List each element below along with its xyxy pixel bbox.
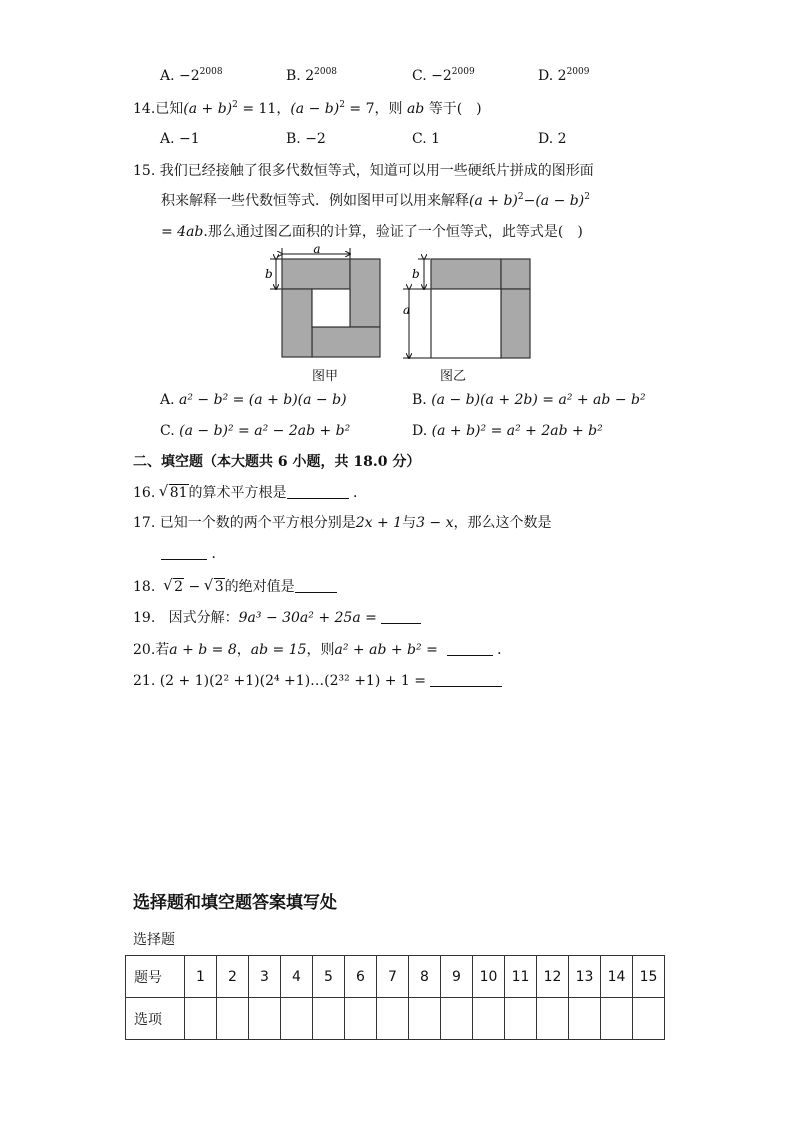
answer-cell[interactable] — [537, 998, 569, 1040]
rect-left — [282, 289, 312, 357]
question-number: 3 — [249, 956, 281, 998]
question-number: 12 — [537, 956, 569, 998]
sqrt-81: √ 81 — [160, 483, 189, 503]
answer-cell[interactable] — [633, 998, 665, 1040]
answer-cell[interactable] — [441, 998, 473, 1040]
question-number: 2 — [217, 956, 249, 998]
rect-top-long — [431, 259, 501, 289]
q20-answer-blank[interactable] — [447, 641, 493, 656]
q15-option-c: C. (a − b)² = a² − 2ab + b² — [160, 423, 351, 439]
question-number: 10 — [473, 956, 505, 998]
q17-line1: 17. 已知一个数的两个平方根分别是2x + 1与3 − x，那么这个数是 — [133, 515, 552, 531]
question-number: 8 — [409, 956, 441, 998]
question-number: 1 — [185, 956, 217, 998]
question-number: 11 — [505, 956, 537, 998]
figure-yi — [398, 252, 534, 364]
question-number: 4 — [281, 956, 313, 998]
q14-option-b: B. −2 — [286, 131, 326, 147]
q14-option-a: A. −1 — [160, 131, 200, 147]
center-square — [312, 289, 350, 327]
rect-right — [350, 259, 380, 327]
rect-top-corner — [501, 259, 530, 289]
q15-option-b: B. (a − b)(a + 2b) = a² + ab − b² — [412, 392, 646, 408]
caption-yi: 图乙 — [440, 369, 467, 384]
answer-cell[interactable] — [249, 998, 281, 1040]
question-number: 5 — [313, 956, 345, 998]
q13-option-c: C. $-2^{2009}$ — [412, 67, 475, 84]
answer-cell[interactable] — [601, 998, 633, 1040]
answer-cell[interactable] — [345, 998, 377, 1040]
answer-cell[interactable] — [217, 998, 249, 1040]
q13-option-a: A. $-2^{2008}$ — [160, 67, 223, 84]
q16-answer-blank[interactable] — [287, 484, 349, 499]
answer-cell[interactable] — [409, 998, 441, 1040]
answer-table — [125, 955, 665, 1040]
q15-line2: 积来解释一些代数恒等式．例如图甲可以用来解释$(a + b)^2-(a - b)^2$ — [161, 192, 590, 209]
question-number: 13 — [569, 956, 601, 998]
rect-bottom — [312, 327, 380, 357]
question-number: 9 — [441, 956, 473, 998]
q14-option-c: C. 1 — [412, 131, 441, 147]
q13-option-b: B. $2^{2008}$ — [286, 67, 338, 84]
question-number: 7 — [377, 956, 409, 998]
q13-option-d: D. $2^{2009}$ — [538, 67, 590, 84]
q15-option-d: D. (a + b)² = a² + 2ab + b² — [412, 423, 603, 439]
table-row-numbers — [126, 956, 665, 998]
q16: 16. √ 81的算术平方根是 ． — [133, 483, 367, 503]
row-header-number: 题号 — [126, 956, 185, 998]
answer-cell[interactable] — [505, 998, 537, 1040]
question-number: 6 — [345, 956, 377, 998]
table-row-answers — [126, 998, 665, 1040]
q21: 21. (2 + 1)(2² +1)(2⁴ +1)…(2³² +1) + 1 = — [133, 671, 502, 691]
answer-section-title: 选择题和填空题答案填写处 — [133, 893, 337, 913]
section-heading-fill-blank: 二、填空题（本大题共 6 小题，共 18.0 分） — [133, 454, 421, 470]
q18-answer-blank[interactable] — [295, 578, 337, 593]
q17-line2: ． — [161, 544, 225, 564]
label-b2: b — [412, 267, 420, 281]
q14-option-d: D. 2 — [538, 131, 567, 147]
answer-section-subtitle: 选择题 — [133, 932, 175, 948]
q20: 20.若a + b = 8，ab = 15，则a² + ab + b² = ． — [133, 642, 512, 658]
question-number: 15 — [633, 956, 665, 998]
q14-stem: 14.已知$(a + b)^2 = 11$，$(a - b)^2 = 7$，则 ab 等于( ) — [133, 100, 482, 117]
q15-option-a: A. a² − b² = (a + b)(a − b) — [160, 392, 347, 408]
q15-line1: 15. 我们已经接触了很多代数恒等式，知道可以用一些硬纸片拼成的图形面 — [133, 163, 594, 179]
q19-answer-blank[interactable] — [381, 609, 421, 624]
answer-cell[interactable] — [377, 998, 409, 1040]
answer-cell[interactable] — [569, 998, 601, 1040]
q21-answer-blank[interactable] — [430, 672, 502, 687]
answer-cell[interactable] — [281, 998, 313, 1040]
question-number: 14 — [601, 956, 633, 998]
sqrt-3: √ 3 — [205, 577, 225, 597]
answer-cell[interactable] — [473, 998, 505, 1040]
answer-cell[interactable] — [185, 998, 217, 1040]
label-a: a — [313, 243, 321, 256]
caption-jia: 图甲 — [312, 369, 339, 384]
q17-answer-blank[interactable] — [161, 545, 207, 560]
row-header-option: 选项 — [126, 998, 185, 1040]
sqrt-2: √ 2 — [164, 577, 184, 597]
label-a2: a — [403, 303, 411, 317]
figure-jia — [262, 243, 386, 363]
rect-top — [282, 259, 350, 289]
answer-cell[interactable] — [313, 998, 345, 1040]
q18: 18. √ 2 − √ 3的绝对值是 — [133, 577, 337, 597]
q15-line3: = 4ab.那么通过图乙面积的计算，验证了一个恒等式，此等式是( ) — [161, 224, 583, 240]
big-square — [431, 289, 501, 358]
label-b: b — [265, 267, 273, 281]
rect-right-long — [501, 289, 530, 358]
q19: 19. 因式分解：9a³ − 30a² + 25a = — [133, 608, 421, 628]
